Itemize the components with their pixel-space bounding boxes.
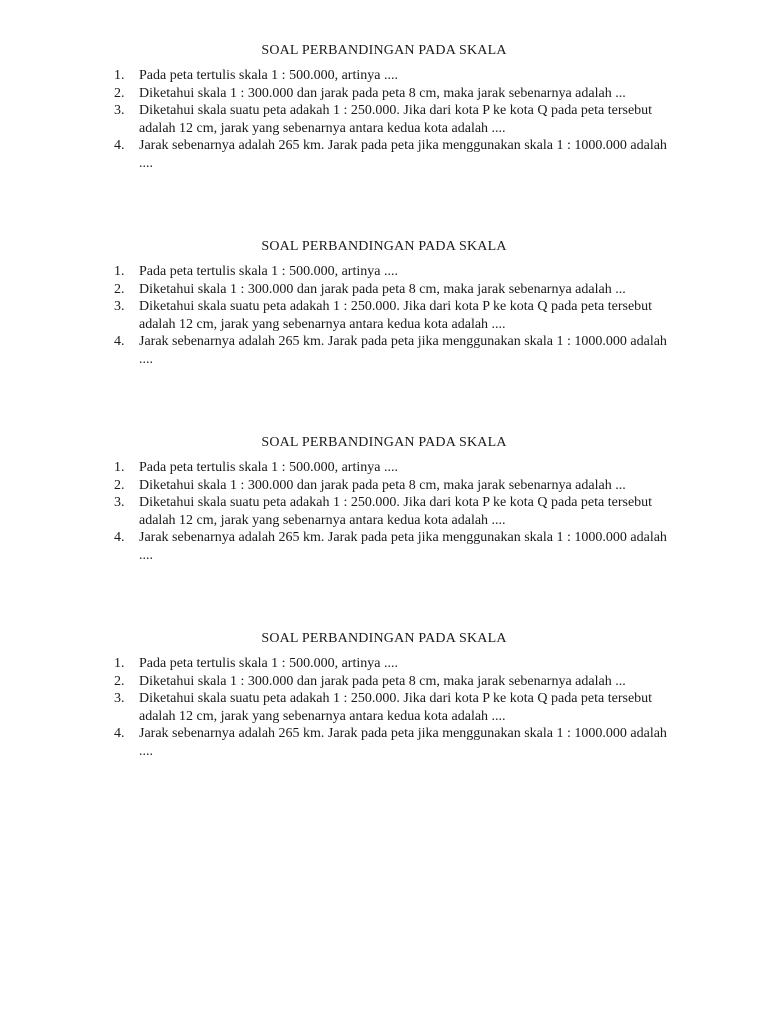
- question-text: Pada peta tertulis skala 1 : 500.000, artinya ....: [139, 68, 398, 83]
- question-item: [0, 85, 669, 103]
- section-title: SOAL PERBANDINGAN PADA SKALA: [261, 631, 507, 646]
- question-item: [0, 655, 669, 673]
- question-text: Diketahui skala suatu peta adakah 1 : 250.000. Jika dari kota P ke kota Q pada peta tersebut adalah 12 cm, jarak yang sebenarnya antara kedua kota adalah ....: [139, 691, 653, 724]
- question-item: [0, 102, 669, 137]
- question-text: Pada peta tertulis skala 1 : 500.000, artinya ....: [139, 264, 398, 279]
- question-number: 2.: [114, 477, 125, 493]
- question-item: [0, 333, 669, 368]
- question-text: Pada peta tertulis skala 1 : 500.000, artinya ....: [139, 656, 398, 671]
- question-number: 2.: [114, 85, 125, 101]
- question-number: 4.: [114, 726, 125, 741]
- question-text: Diketahui skala 1 : 300.000 dan jarak pada peta 8 cm, maka jarak sebenarnya adalah ...: [139, 281, 626, 297]
- question-item: [0, 298, 669, 333]
- question-item: [0, 529, 669, 564]
- question-item: [0, 67, 669, 85]
- section-title: SOAL PERBANDINGAN PADA SKALA: [261, 239, 507, 254]
- question-number: 1.: [114, 264, 125, 279]
- question-text: Diketahui skala 1 : 300.000 dan jarak pada peta 8 cm, maka jarak sebenarnya adalah ...: [139, 673, 626, 689]
- question-item: [0, 477, 669, 495]
- question-number: 3.: [114, 495, 125, 510]
- question-list: [0, 655, 768, 760]
- question-number: 3.: [114, 691, 125, 706]
- section-title: SOAL PERBANDINGAN PADA SKALA: [261, 43, 507, 58]
- question-text: Diketahui skala suatu peta adakah 1 : 250.000. Jika dari kota P ke kota Q pada peta tersebut adalah 12 cm, jarak yang sebenarnya antara kedua kota adalah ....: [139, 495, 653, 528]
- question-number: 3.: [114, 103, 125, 118]
- question-item: [0, 494, 669, 529]
- question-number: 1.: [114, 460, 125, 475]
- question-item: [0, 725, 669, 760]
- question-text: Jarak sebenarnya adalah 265 km. Jarak pada peta jika menggunakan skala 1 : 1000.000 adalah ....: [139, 530, 667, 563]
- question-item: [0, 263, 669, 281]
- question-text: Jarak sebenarnya adalah 265 km. Jarak pada peta jika menggunakan skala 1 : 1000.000 adalah ....: [139, 334, 667, 367]
- question-list: [0, 67, 768, 172]
- question-number: 1.: [114, 656, 125, 671]
- question-list: [0, 263, 768, 368]
- question-item: [0, 673, 669, 691]
- question-item: [0, 459, 669, 477]
- question-number: 4.: [114, 334, 125, 349]
- question-text: Jarak sebenarnya adalah 265 km. Jarak pada peta jika menggunakan skala 1 : 1000.000 adalah ....: [139, 138, 667, 171]
- question-item: [0, 690, 669, 725]
- question-number: 2.: [114, 281, 125, 297]
- question-text: Diketahui skala suatu peta adakah 1 : 250.000. Jika dari kota P ke kota Q pada peta tersebut adalah 12 cm, jarak yang sebenarnya antara kedua kota adalah ....: [139, 299, 653, 332]
- question-number: 4.: [114, 530, 125, 545]
- question-text: Pada peta tertulis skala 1 : 500.000, artinya ....: [139, 460, 398, 475]
- question-number: 3.: [114, 299, 125, 314]
- question-number: 2.: [114, 673, 125, 689]
- question-item: [0, 137, 669, 172]
- question-text: Jarak sebenarnya adalah 265 km. Jarak pada peta jika menggunakan skala 1 : 1000.000 adalah ....: [139, 726, 667, 759]
- question-number: 1.: [114, 68, 125, 83]
- question-text: Diketahui skala 1 : 300.000 dan jarak pada peta 8 cm, maka jarak sebenarnya adalah ...: [139, 85, 626, 101]
- question-text: Diketahui skala 1 : 300.000 dan jarak pada peta 8 cm, maka jarak sebenarnya adalah ...: [139, 477, 626, 493]
- question-number: 4.: [114, 138, 125, 153]
- question-item: [0, 281, 669, 299]
- question-text: Diketahui skala suatu peta adakah 1 : 250.000. Jika dari kota P ke kota Q pada peta tersebut adalah 12 cm, jarak yang sebenarnya antara kedua kota adalah ....: [139, 103, 653, 136]
- question-list: [0, 459, 768, 564]
- section-title: SOAL PERBANDINGAN PADA SKALA: [261, 435, 507, 450]
